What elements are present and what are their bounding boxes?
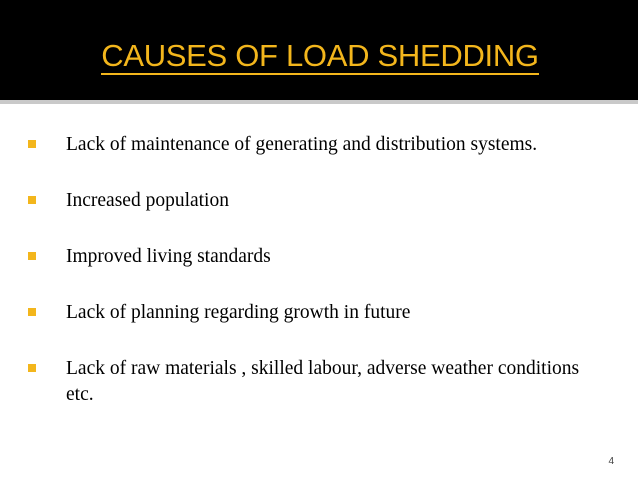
bullet-item <box>26 132 586 158</box>
square-bullet-icon <box>28 196 36 204</box>
bullet-list <box>26 132 586 438</box>
bullet-item <box>26 244 586 270</box>
square-bullet-icon <box>28 252 36 260</box>
bullet-text: Improved living standards <box>66 246 271 267</box>
bullet-text: Lack of raw materials , skilled labour, adverse weather conditions etc. <box>66 358 580 405</box>
bullet-item <box>26 300 586 326</box>
square-bullet-icon <box>28 140 36 148</box>
bullet-item <box>26 188 586 214</box>
bullet-text: Lack of maintenance of generating and distribution systems. <box>66 134 538 155</box>
square-bullet-icon <box>28 308 36 316</box>
title-divider <box>0 100 638 104</box>
bullet-item <box>26 356 586 408</box>
bullet-text: Increased population <box>66 190 229 211</box>
slide-title: CAUSES OF LOAD SHEDDING <box>101 38 539 73</box>
slide-title-container <box>0 36 638 76</box>
page-number: 4 <box>608 456 614 467</box>
bullet-text: Lack of planning regarding growth in future <box>66 302 411 323</box>
square-bullet-icon <box>28 364 36 372</box>
